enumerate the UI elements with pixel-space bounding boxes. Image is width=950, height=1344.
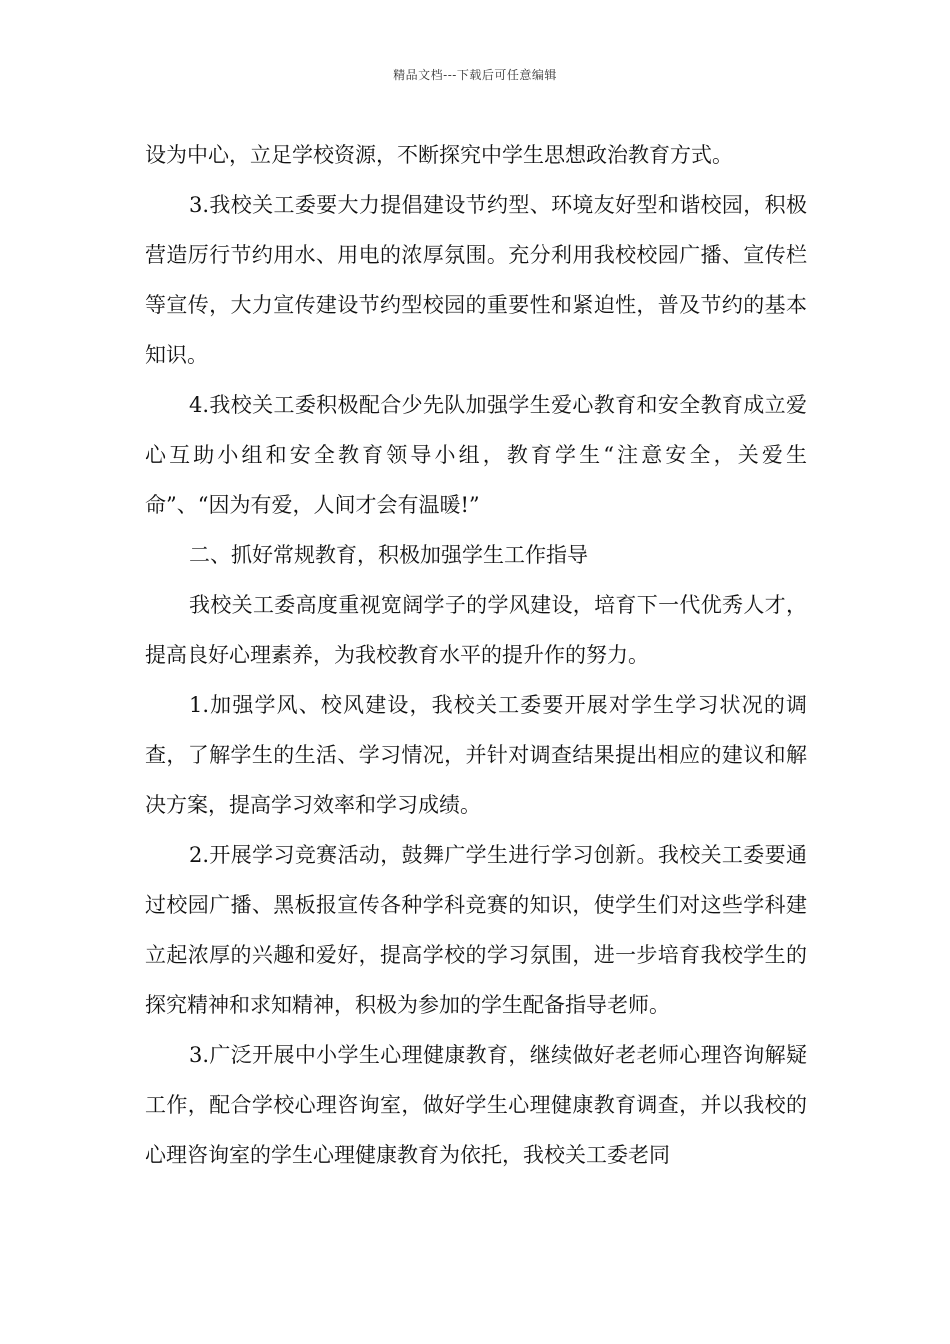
section-heading: 二、抓好常规教育，积极加强学生工作指导 xyxy=(189,543,588,567)
paragraph: 2.开展学习竞赛活动，鼓舞广学生进行学习创新。我校关工委要通过校园广播、黑板报宣传各种学科竞赛的知识，使学生们对这些学科建立起浓厚的兴趣和爱好，提高学校的学习氛围，进一步培育我校学生的探究精神和求知精神，积极为参加的学生配备指导老师。 xyxy=(145,843,807,1017)
paragraph: 1.加强学风、校风建设，我校关工委要开展对学生学习状况的调查，了解学生的生活、学习情况，并针对调查结果提出相应的建议和解决方案，提高学习效率和学习成绩。 xyxy=(145,693,807,817)
page-header: 精品文档---下载后可任意编辑 xyxy=(393,68,557,82)
document-body xyxy=(145,130,807,1180)
paragraph: 4.我校关工委积极配合少先队加强学生爱心教育和安全教育成立爱心互助小组和安全教育领导小组，教育学生“注意安全，关爱生命”、“因为有爱，人间才会有温暖!” xyxy=(145,393,807,517)
paragraph: 3.广泛开展中小学生心理健康教育，继续做好老老师心理咨询解疑工作，配合学校心理咨询室，做好学生心理健康教育调查，并以我校的心理咨询室的学生心理健康教育为依托，我校关工委老同 xyxy=(145,1043,807,1167)
paragraph: 3.我校关工委要大力提倡建设节约型、环境友好型和谐校园，积极营造厉行节约用水、用电的浓厚氛围。充分利用我校校园广播、宣传栏等宣传，大力宣传建设节约型校园的重要性和紧迫性，普及节约的基本知识。 xyxy=(145,193,807,367)
paragraph: 我校关工委高度重视宽阔学子的学风建设，培育下一代优秀人才，提高良好心理素养，为我校教育水平的提升作的努力。 xyxy=(145,593,807,667)
paragraph: 设为中心，立足学校资源，不断探究中学生思想政治教育方式。 xyxy=(145,143,733,167)
